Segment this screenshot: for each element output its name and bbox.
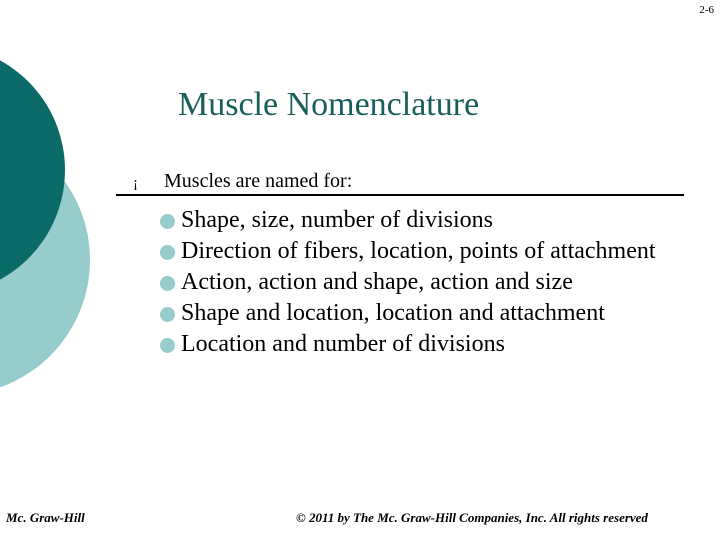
sub-bullet-text: Action, action and shape, action and size	[181, 269, 573, 295]
sub-bullet-item	[160, 298, 700, 329]
lead-text: Muscles are named for:	[164, 170, 353, 192]
publisher-footer: Mc. Graw-Hill	[6, 510, 85, 525]
page-number: 2-6	[699, 4, 714, 16]
filled-circle-bullet-icon	[160, 338, 175, 353]
filled-circle-bullet-icon	[160, 276, 175, 291]
filled-circle-bullet-icon	[160, 307, 175, 322]
filled-circle-bullet-icon	[160, 214, 175, 229]
lead-bullet-line	[133, 170, 352, 193]
sub-bullet-text: Shape and location, location and attachment	[181, 300, 605, 326]
sub-bullet-item	[160, 267, 700, 298]
filled-circle-bullet-icon	[160, 245, 175, 260]
copyright-footer: © 2011 by The Mc. Graw-Hill Companies, Inc. All rights reserved	[296, 510, 648, 525]
sub-bullet-item	[160, 236, 700, 267]
hollow-circle-bullet-icon: ¡	[133, 175, 138, 191]
sub-bullet-item	[160, 329, 700, 360]
slide-title: Muscle Nomenclature	[178, 86, 480, 123]
sub-bullet-text: Direction of fibers, location, points of attachment	[181, 238, 656, 264]
sub-bullet-text: Location and number of divisions	[181, 331, 505, 357]
sub-bullet-list	[160, 205, 700, 360]
sub-bullet-text: Shape, size, number of divisions	[181, 207, 493, 233]
sub-bullet-item	[160, 205, 700, 236]
decorative-circles	[0, 0, 120, 480]
divider-line	[116, 194, 684, 196]
